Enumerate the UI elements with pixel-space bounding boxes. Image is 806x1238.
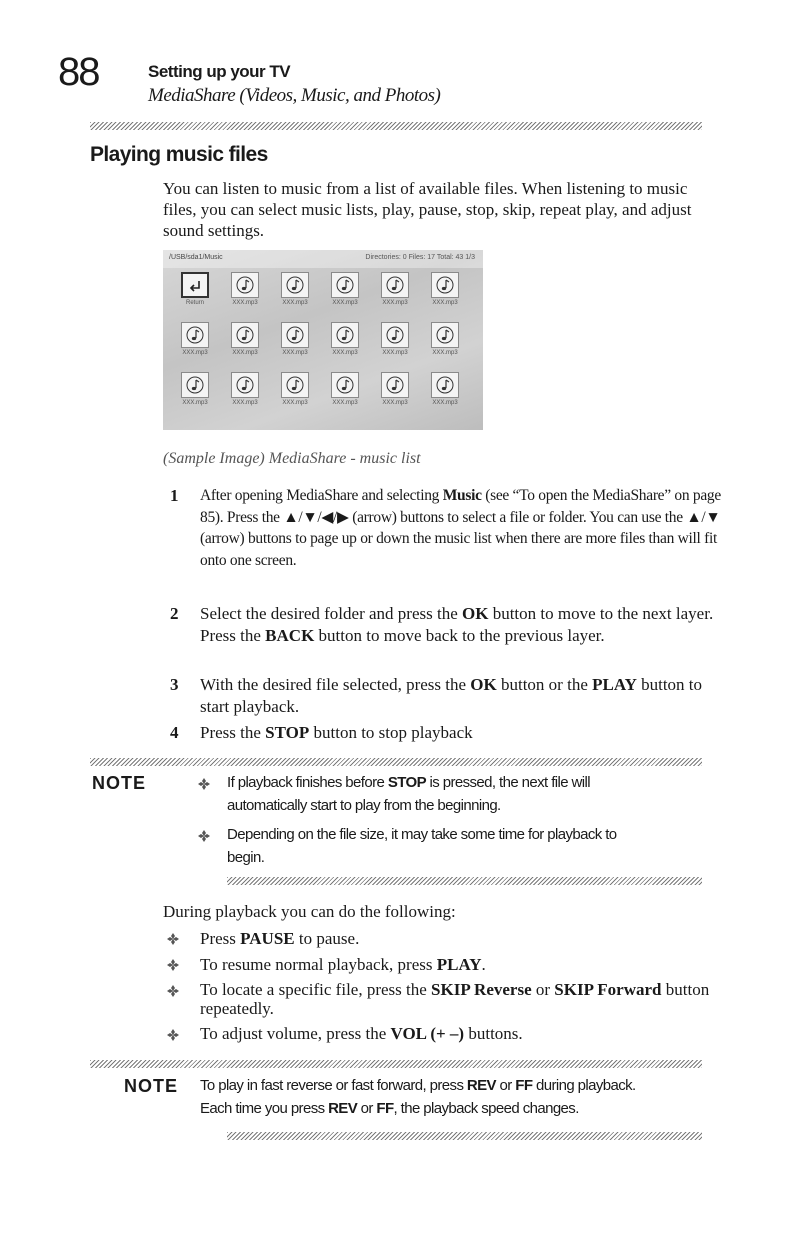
music-file-icon-box bbox=[431, 322, 459, 348]
image-caption: (Sample Image) MediaShare - music list bbox=[163, 450, 421, 467]
music-note-icon bbox=[285, 375, 305, 395]
music-file-icon-box bbox=[281, 322, 309, 348]
bullet-text: buttons. bbox=[464, 1024, 523, 1043]
note-text-line bbox=[227, 773, 590, 793]
music-note-icon bbox=[185, 375, 205, 395]
step-text-part: button to move back to the previous layer. bbox=[314, 625, 605, 645]
music-file-label: XXX.mp3 bbox=[232, 400, 258, 406]
music-file-icon-box bbox=[331, 272, 359, 298]
music-file-label: XXX.mp3 bbox=[332, 400, 358, 406]
music-file-icon-box bbox=[281, 372, 309, 398]
return-icon-box bbox=[181, 272, 209, 298]
music-file-label: XXX.mp3 bbox=[382, 300, 408, 306]
music-file-label: XXX.mp3 bbox=[282, 300, 308, 306]
music-file-icon-box bbox=[381, 322, 409, 348]
return-tile bbox=[175, 272, 215, 308]
music-file-tile bbox=[425, 372, 465, 408]
step-text bbox=[200, 603, 732, 646]
note-text-line: automatically start to play from the beginning. bbox=[227, 797, 501, 814]
note-divider-top bbox=[90, 758, 702, 766]
step-text-part: button to start playback. bbox=[200, 675, 703, 716]
music-file-icon-box bbox=[281, 272, 309, 298]
note-divider-bottom bbox=[227, 877, 702, 885]
note-text: or bbox=[357, 1100, 377, 1117]
music-note-icon bbox=[235, 275, 255, 295]
step-text bbox=[200, 722, 732, 744]
music-file-label: XXX.mp3 bbox=[432, 350, 458, 356]
music-file-label: XXX.mp3 bbox=[182, 350, 208, 356]
screen-path: /USB/sda1/Music bbox=[169, 254, 223, 261]
music-file-label: XXX.mp3 bbox=[382, 350, 408, 356]
screen-stats: Directories: 0 Files: 17 Total: 43 1/3 bbox=[365, 254, 475, 261]
music-file-tile bbox=[175, 372, 215, 408]
diamond-bullet-icon bbox=[197, 829, 211, 843]
music-file-tile bbox=[225, 372, 265, 408]
intro-paragraph: You can listen to music from a list of available files. When listening to music files, you can select music lists, play, pause, stop, skip, repeat play, and adjust sound settings. bbox=[163, 179, 692, 240]
music-note-icon bbox=[335, 275, 355, 295]
playback-bullet bbox=[200, 980, 720, 1018]
note-text-bold: STOP bbox=[387, 774, 426, 791]
note-text: Each time you press bbox=[200, 1100, 329, 1117]
header-divider bbox=[90, 122, 702, 130]
bullet-text-bold: PLAY bbox=[436, 955, 482, 974]
bullet-text: or bbox=[531, 980, 555, 999]
music-file-label: XXX.mp3 bbox=[382, 400, 408, 406]
bullet-text-bold: SKIP Forward bbox=[554, 980, 662, 999]
note-text-bold: FF bbox=[515, 1077, 533, 1094]
music-file-tile bbox=[325, 322, 365, 358]
music-file-tile bbox=[375, 322, 415, 358]
step-number: 1 bbox=[170, 486, 179, 505]
music-note-icon bbox=[335, 325, 355, 345]
bullet-text: To adjust volume, press the bbox=[200, 1024, 391, 1043]
note-divider-bottom bbox=[227, 1132, 702, 1140]
music-file-tile bbox=[275, 272, 315, 308]
diamond-bullet-icon bbox=[166, 958, 180, 972]
note-text-line bbox=[200, 1099, 579, 1119]
step-text-bold: OK bbox=[462, 604, 489, 623]
music-file-label: XXX.mp3 bbox=[232, 350, 258, 356]
note-label: NOTE bbox=[92, 773, 147, 793]
playback-bullet bbox=[200, 955, 720, 974]
music-file-icon-box bbox=[181, 322, 209, 348]
note-text: or bbox=[495, 1077, 516, 1094]
bullet-text-bold: SKIP Reverse bbox=[431, 980, 532, 999]
music-file-icon-box bbox=[181, 372, 209, 398]
step-text bbox=[200, 674, 732, 717]
playback-bullet bbox=[200, 1024, 720, 1043]
note-text-bold: FF bbox=[376, 1100, 394, 1117]
music-file-tile bbox=[225, 322, 265, 358]
music-file-icon-box bbox=[381, 372, 409, 398]
music-file-label: XXX.mp3 bbox=[232, 300, 258, 306]
music-file-icon-box bbox=[431, 272, 459, 298]
step-number: 4 bbox=[170, 723, 179, 742]
music-file-icon-box bbox=[381, 272, 409, 298]
chapter-subtitle: MediaShare (Videos, Music, and Photos) bbox=[148, 85, 441, 106]
note-text-line bbox=[200, 1076, 636, 1096]
music-note-icon bbox=[435, 275, 455, 295]
page-number: 88 bbox=[58, 50, 99, 94]
section-title: Playing music files bbox=[90, 143, 268, 166]
music-note-icon bbox=[285, 275, 305, 295]
return-label: Return bbox=[185, 300, 204, 306]
music-note-icon bbox=[285, 325, 305, 345]
note-text: is pressed, the next file will bbox=[425, 774, 590, 791]
music-file-icon-box bbox=[231, 272, 259, 298]
music-file-tile bbox=[225, 272, 265, 308]
step-text-part: button to move to the next layer. Press the bbox=[200, 604, 714, 645]
music-file-tile bbox=[425, 322, 465, 358]
music-file-label: XXX.mp3 bbox=[182, 400, 208, 406]
step-text-bold: STOP bbox=[265, 723, 310, 742]
note-text-line: begin. bbox=[227, 849, 265, 866]
music-file-icon-box bbox=[231, 372, 259, 398]
music-file-icon-box bbox=[231, 322, 259, 348]
step-text-bold: OK bbox=[470, 675, 497, 694]
music-file-icon-box bbox=[331, 372, 359, 398]
music-file-tile bbox=[325, 372, 365, 408]
music-file-tile bbox=[375, 272, 415, 308]
music-note-icon bbox=[435, 325, 455, 345]
note-label: NOTE bbox=[124, 1076, 179, 1096]
step-text-part: button to stop playback bbox=[309, 723, 473, 742]
step-number: 3 bbox=[170, 675, 179, 694]
step-text-part: With the desired file selected, press the bbox=[200, 675, 471, 694]
note-text: If playback finishes before bbox=[227, 774, 388, 791]
step-text-bold: PLAY bbox=[592, 675, 637, 694]
bullet-text: to pause. bbox=[294, 929, 360, 948]
music-file-label: XXX.mp3 bbox=[332, 350, 358, 356]
return-icon bbox=[186, 276, 206, 296]
bullet-text-bold: PAUSE bbox=[240, 929, 295, 948]
bullet-text: To resume normal playback, press bbox=[200, 955, 437, 974]
note-text-line: Depending on the file size, it may take some time for playback to bbox=[227, 826, 617, 843]
mediashare-music-list-image bbox=[163, 250, 483, 430]
music-file-tile bbox=[275, 322, 315, 358]
music-file-icon-box bbox=[431, 372, 459, 398]
chapter-title: Setting up your TV bbox=[148, 62, 291, 81]
music-note-icon bbox=[385, 375, 405, 395]
diamond-bullet-icon bbox=[197, 777, 211, 791]
music-file-tile bbox=[175, 322, 215, 358]
music-note-icon bbox=[235, 375, 255, 395]
step-text-bold: Music bbox=[442, 487, 482, 504]
note-text: To play in fast reverse or fast forward, press bbox=[200, 1077, 467, 1094]
bullet-text-bold: VOL (+ –) bbox=[390, 1024, 465, 1043]
step-text-bold: BACK bbox=[265, 625, 315, 645]
bullet-text: button repeatedly. bbox=[200, 980, 710, 1018]
music-file-icon-box bbox=[331, 322, 359, 348]
note-text: , the playback speed changes. bbox=[393, 1100, 579, 1117]
bullet-text: . bbox=[481, 955, 486, 974]
music-note-icon bbox=[385, 275, 405, 295]
bullet-text: To locate a specific file, press the bbox=[200, 980, 432, 999]
music-note-icon bbox=[385, 325, 405, 345]
music-file-tile bbox=[325, 272, 365, 308]
step-text-part: button or the bbox=[496, 675, 593, 694]
music-file-label: XXX.mp3 bbox=[332, 300, 358, 306]
step-text bbox=[200, 485, 732, 571]
note-text-bold: REV bbox=[466, 1077, 496, 1094]
music-note-icon bbox=[335, 375, 355, 395]
music-file-tile bbox=[275, 372, 315, 408]
note-divider-top bbox=[90, 1060, 702, 1068]
music-file-tile bbox=[425, 272, 465, 308]
music-file-label: XXX.mp3 bbox=[432, 400, 458, 406]
step-number: 2 bbox=[170, 604, 179, 623]
music-file-label: XXX.mp3 bbox=[282, 400, 308, 406]
diamond-bullet-icon bbox=[166, 1028, 180, 1042]
music-file-label: XXX.mp3 bbox=[432, 300, 458, 306]
note-text-bold: REV bbox=[328, 1100, 358, 1117]
music-note-icon bbox=[435, 375, 455, 395]
step-text-part: Select the desired folder and press the bbox=[200, 604, 462, 623]
diamond-bullet-icon bbox=[166, 932, 180, 946]
music-file-label: XXX.mp3 bbox=[282, 350, 308, 356]
music-note-icon bbox=[235, 325, 255, 345]
music-file-tile bbox=[375, 372, 415, 408]
playback-bullet bbox=[200, 929, 720, 948]
step-text-part: (see “To open the MediaShare” on page 85). Press the ▲/▼/◀/▶ (arrow) buttons to select a file or folder. You can use the ▲/▼ (arrow) buttons to page up or down the music list when there are more files than will fit onto one screen. bbox=[200, 487, 721, 569]
step-text-part: Press the bbox=[200, 723, 266, 742]
bullet-text: Press bbox=[200, 929, 241, 948]
diamond-bullet-icon bbox=[166, 984, 180, 998]
note-text: during playback. bbox=[532, 1077, 636, 1094]
step-text-part: After opening MediaShare and selecting bbox=[200, 487, 443, 504]
music-note-icon bbox=[185, 325, 205, 345]
during-playback-title: During playback you can do the following: bbox=[163, 902, 456, 921]
